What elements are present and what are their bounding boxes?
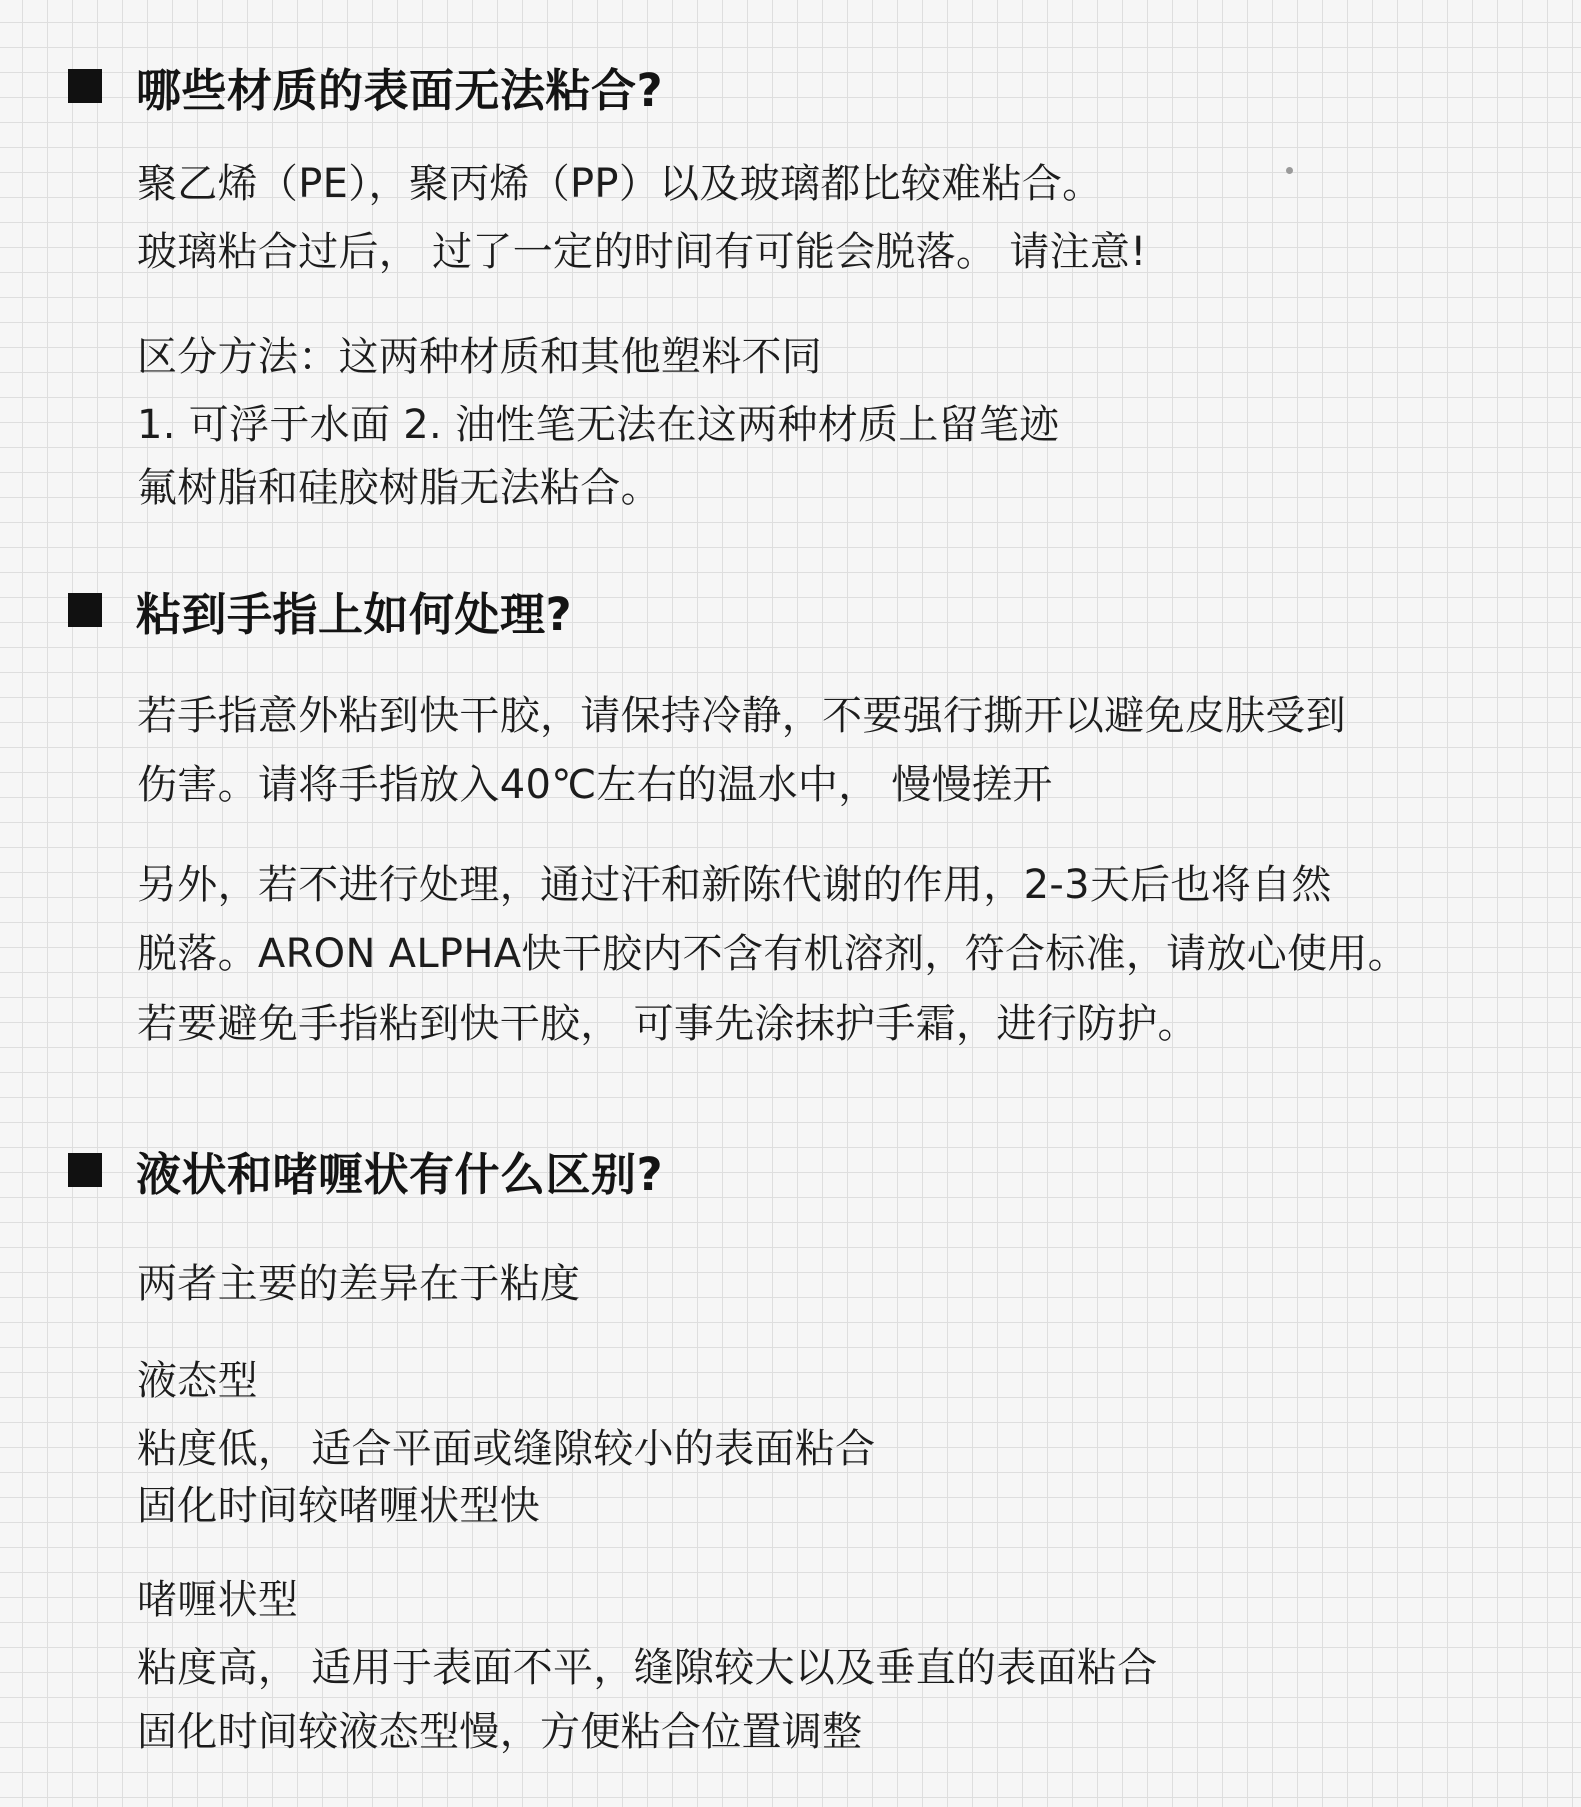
answer-line: 1. 可浮于水面 2. 油性笔无法在这两种材质上留笔迹 (137, 402, 1060, 448)
square-bullet-icon (68, 593, 102, 627)
answer-line: 氟树脂和硅胶树脂无法粘合。 (137, 465, 661, 511)
stray-dot (1286, 167, 1293, 174)
answer-line: 固化时间较液态型慢，方便粘合位置调整 (137, 1709, 863, 1755)
answer-subheading: 啫喱状型 (137, 1577, 299, 1623)
question-title: 液状和啫喱状有什么区别? (136, 1147, 664, 1201)
answer-line: 若要避免手指粘到快干胶， 可事先涂抹护手霜，进行防护。 (137, 1001, 1198, 1047)
question-title: 哪些材质的表面无法粘合? (136, 63, 664, 117)
square-bullet-icon (68, 69, 102, 103)
answer-line: 粘度高， 适用于表面不平，缝隙较大以及垂直的表面粘合 (137, 1645, 1158, 1691)
answer-line: 另外，若不进行处理，通过汗和新陈代谢的作用，2-3天后也将自然 (137, 862, 1332, 908)
answer-line: 玻璃粘合过后， 过了一定的时间有可能会脱落。 请注意! (137, 229, 1147, 275)
answer-line: 伤害。请将手指放入40℃左右的温水中， 慢慢搓开 (137, 762, 1053, 808)
answer-line: 两者主要的差异在于粘度 (137, 1261, 581, 1307)
question-title: 粘到手指上如何处理? (136, 587, 573, 641)
square-bullet-icon (68, 1153, 102, 1187)
answer-line: 区分方法：这两种材质和其他塑料不同 (137, 334, 823, 380)
answer-line: 固化时间较啫喱状型快 (137, 1483, 540, 1529)
answer-subheading: 液态型 (137, 1358, 258, 1404)
faq-question-1 (68, 56, 663, 116)
faq-question-3 (68, 1140, 663, 1200)
faq-question-2 (68, 580, 572, 640)
answer-line: 聚乙烯（PE），聚丙烯（PP）以及玻璃都比较难粘合。 (137, 161, 1103, 207)
answer-line: 若手指意外粘到快干胶，请保持冷静，不要强行撕开以避免皮肤受到 (137, 693, 1346, 739)
answer-line: 粘度低， 适合平面或缝隙较小的表面粘合 (137, 1426, 876, 1472)
answer-line: 脱落。ARON ALPHA快干胶内不含有机溶剂，符合标准，请放心使用。 (137, 931, 1408, 977)
